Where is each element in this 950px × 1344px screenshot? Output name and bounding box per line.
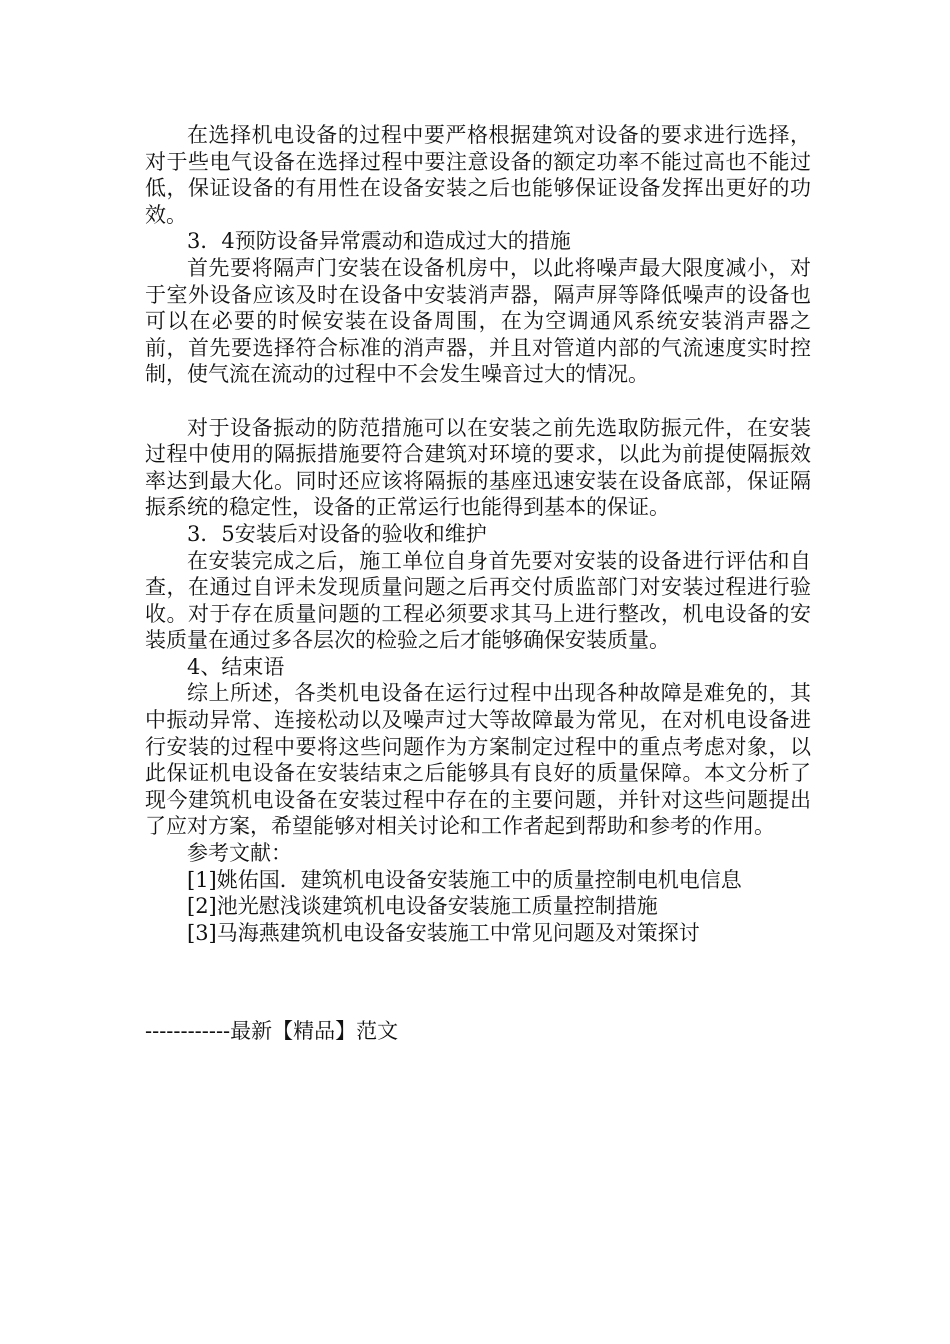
- paragraph-conclusion: 综上所述，各类机电设备在运行过程中出现各种故障是难免的，其中振动异常、连接松动以及噪声过大等故障最为常见，在对机电设备进行安装的过程中要将这些问题作为方案制定过程中的重点考虑对象，以此保证机电设备在安装结束之后能够具有良好的质量保障。本文分析了现今建筑机电设备在安装过程中存在的主要问题，并针对这些问题提出了应对方案，希望能够对相关讨论和工作者起到帮助和参考的作用。: [145, 681, 811, 839]
- reference-item-2: [2]池光慰浅谈建筑机电设备安装施工质量控制措施: [187, 894, 658, 919]
- page-footer: ------------最新【精品】范文: [145, 1019, 399, 1043]
- reference-item-3: [3]马海燕建筑机电设备安装施工中常见问题及对策探讨: [187, 920, 700, 945]
- references-title: 参考文献：: [187, 841, 292, 866]
- paragraph-vibration-prevention: 对于设备振动的防范措施可以在安装之前先选取防振元件，在安装过程中使用的隔振措施要符合建筑对环境的要求，以此为前提使隔振效率达到最大化。同时还应该将隔振的基座迅速安装在设备底部，保证隔振系统的稳定性，设备的正常运行也能得到基本的保证。: [145, 415, 811, 520]
- reference-item-1: [1]姚佑国．建筑机电设备安装施工中的质量控制电机电信息: [187, 867, 742, 892]
- section-heading-3-4: 3．4预防设备异常震动和造成过大的措施: [187, 229, 571, 254]
- paragraph-equipment-selection: 在选择机电设备的过程中要严格根据建筑对设备的要求进行选择，对于些电气设备在选择过程中要注意设备的额定功率不能过高也不能过低，保证设备的有用性在设备安装之后也能够保证设备发挥出更好的功效。: [145, 123, 811, 227]
- paragraph-acceptance-maintenance: 在安装完成之后，施工单位自身首先要对安装的设备进行评估和自查，在通过自评未发现质量问题之后再交付质监部门对安装过程进行验收。对于存在质量问题的工程必须要求其马上进行整改，机电设备的安装质量在通过多各层次的检验之后才能够确保安装质量。: [145, 548, 811, 653]
- paragraph-noise-control: 首先要将隔声门安装在设备机房中，以此将噪声最大限度减小，对于室外设备应该及时在设备中安装消声器，隔声屏等降低噪声的设备也可以在必要的时候安装在设备周围，在为空调通风系统安装消声器之前，首先要选择符合标准的消声器，并且对管道内部的气流速度实时控制，使气流在流动的过程中不会发生噪音过大的情况。: [145, 255, 811, 387]
- section-heading-3-5: 3．5安装后对设备的验收和维护: [187, 521, 487, 546]
- document-body: [145, 122, 811, 946]
- section-heading-conclusion: 4、结束语: [187, 654, 285, 679]
- paragraph-spacer: [145, 388, 811, 415]
